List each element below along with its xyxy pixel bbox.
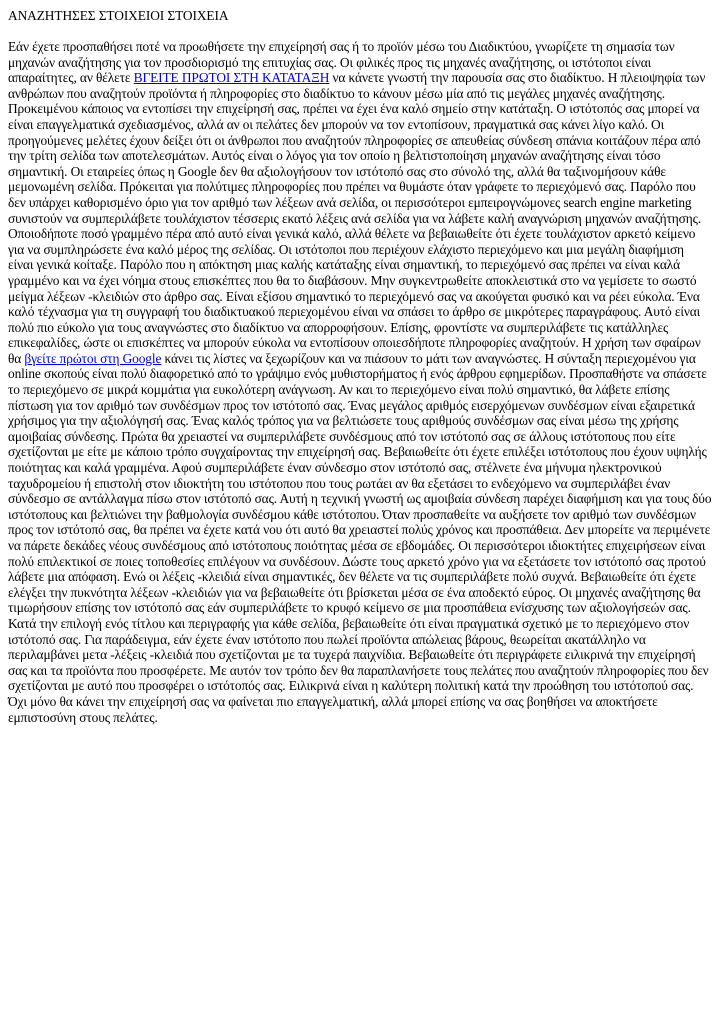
body-text-part-1: Εάν έχετε προσπαθήσει ποτέ να προωθήσετε την επιχείρησή σας ή το προϊόν μέσω του Διαδικτύου, γνωρίζετε τη σημασία των μηχανών αναζήτησης για τον προσδιορισμό της επιτυχίας σας. Οι φιλικές προς τις μηχανές αναζήτησης, οι ιστότοποι είναι απαραίτητες, αν θέλετε	[8, 39, 675, 86]
page-title: ΑΝΑΖΗΤΗΣΕΣ ΣΤΟΙΧΕΙΟΙ ΣΤΟΙΧΕΙΑ	[8, 8, 229, 23]
article-body	[8, 39, 712, 725]
body-text-part-3: κάνει τις λίστες να ξεχωρίζουν και να πιάσουν το μάτι των αναγνώστες. Η σύνταξη περιεχομένου για online σκοπούς είναι πολύ διαφορετικό από το γράψιμο ενός μυθιστορήματος ή ενός άρθρου εφημερίδων. Προσπαθήστε να σπάσετε το περιεχόμενο σε μικρά κομμάτια για ευκολότερη ανάγνωση. Αν και το περιεχόμενο είναι πολύ σημαντικό, θα λάβετε επίσης πίστωση για τον αριθμό των συνδέσμων προς τον ιστότοπό σας. Ένας μεγάλος αριθμός εισερχόμενων συνδέσμων είναι εξαιρετικά χρήσιμος για την αξιολόγησή σας. Ένας καλός τρόπος για να βελτιώσετε τους αριθμούς συνδέσμων σας είναι μέσω της χρήσης αμοιβαίας σύνδεσης. Πρώτα θα χρειαστεί να συμπεριλάβετε συνδέσμους από τον ιστότοπό σας σε άλλους ιστότοπους που είτε σχετίζονται με είτε με κάποιο τρόπο συγχαίροντας την επιχείρησή σας. Βεβαιωθείτε ότι έχετε επιλέξει ιστότοπους που έχουν υψηλής ποιότητας και καλά γραμμένα. Αφού συμπεριλάβετε έναν σύνδεσμο στον ιστότοπό σας, στέλνετε ένα μήνυμα ηλεκτρονικού ταχυδρομείου ή επιστολή στον ιδιοκτήτη του ιστότοπου που τους ρωτάει αν θα εξετάσει το ενδεχόμενο να συμπεριλάβει έναν σύνδεσμο σε αντάλλαγμα πίσω στον ιστότοπό σας. Αυτή η τεχνική γνωστή ως αμοιβαία σύνδεση παρέχει διαφήμιση και για τους δύο ιστότοπους και βελτιώνει την βαθμολογία συνδέσμου κάθε ιστότοπου. Όταν προσπαθείτε να αυξήσετε τον αριθμό των συνδέσμων προς τον ιστότοπό σας, θα πρέπει να έχετε κατά νου ότι αυτό θα χρειαστεί πολύς χρόνος και προσπάθεια. Δεν μπορείτε να περιμένετε να πάρετε δεκάδες νέους συνδέσμους από ιστότοπους ποιότητας μέσα σε εβδομάδες. Οι περισσότεροι ιδιοκτήτες επιχειρήσεων είναι πολύ επιλεκτικοί σε ποιες τοποθεσίες επιλέγουν να συνδέσουν. Δώστε τους αρκετό χρόνο για να εξετάσετε τον ιστότοπό σας προτού λάβετε μια απόφαση. Ενώ οι λέξεις -κλειδιά είναι σημαντικές, δεν θέλετε να τις συμπεριλάβετε πολύ συχνά. Βεβαιωθείτε ότι έχετε ελέγξει την πυκνότητα λέξεων -κλειδιών για να βεβαιωθείτε ότι βρίσκεται μέσα σε ένα αποδεκτό εύρος. Οι μηχανές αναζήτησης θα τιμωρήσουν επίσης τον ιστότοπό σας εάν συμπεριλάβετε το κρυφό κείμενο σε μια προσπάθεια ενίσχυσης των αξιολογήσεών σας. Κατά την επιλογή ενός τίτλου και περιγραφής για κάθε σελίδα, βεβαιωθείτε ότι είναι πραγματικά σχετικό με το περιεχόμενο στον ιστότοπό σας. Για παράδειγμα, εάν έχετε έναν ιστότοπο που πωλεί προϊόντα απώλειας βάρους, θεωρείται ακατάλληλο να περιλαμβάνει μετα -λέξεις -κλειδιά που σχετίζονται με τα τυχερά παιχνίδια. Βεβαιωθείτε ότι περιγράφετε ειλικρινά την επιχείρησή σας και τα προϊόντα που προσφέρετε. Με αυτόν τον τρόπο δεν θα παραπλανήσετε τους πελάτες που αναζητούν πληροφορίες που δεν σχετίζονται με αυτό που προσφέρει ο ιστότοπός σας. Ειλικρινά είναι η καλύτερη πολιτική κατά την προώθηση του ιστότοπού σας. Όχι μόνο θα κάνει την επιχείρησή σας να φαίνεται πιο επαγγελματική, αλλά μπορεί επίσης να σας βοηθήσει να αποκτήσετε εμπιστοσύνη στους πελάτες.	[8, 350, 712, 725]
link-first-on-google[interactable]: βγείτε πρώτοι στη Google	[24, 350, 162, 366]
body-text-part-2: να κάνετε γνωστή την παρουσία σας στο διαδίκτυο. Η πλειοψηφία των ανθρώπων που αναζητούν προϊόντα ή πληροφορίες στο διαδίκτυο το κάνουν μέσω μία από τις μεγάλες μηχανές αναζήτησης. Προκειμένου κάποιος να εντοπίσει την επιχείρησή σας, πρέπει να έχει ένα καλό σημείο στην κατάταξη. Ο ιστότοπός σας μπορεί να είναι επαγγελματικά σχεδιασμένος, αλλά αν οι πελάτες δεν μπορούν να τον εντοπίσουν, πραγματικά σας κάνει λίγο καλό. Οι προηγούμενες μελέτες έχουν δείξει ότι οι άνθρωποι που αναζητούν πληροφορίες σε απευθείας σύνδεση σπάνια κοιτάζουν πέρα από την τρίτη σελίδα των αποτελεσμάτων. Αυτός είναι ο λόγος για τον οποίο η βελτιστοποίηση μηχανών αναζήτησης είναι τόσο σημαντική. Οι εταιρείες όπως η Google δεν θα αξιολογήσουν τον ιστότοπό σας στο σύνολό της, αλλά θα ταξινομήσουν κάθε μεμονωμένη σελίδα. Πρόκειται για πολύτιμες πληροφορίες που πρέπει να θυμάστε όταν γράφετε το περιεχόμενό σας. Παρόλο που δεν υπάρχει καθορισμένο όριο για τον αριθμό των λέξεων ανά σελίδα, οι περισσότεροι εμπειρογνώμονες search engine marketing συνιστούν να συμπεριλάβετε τουλάχιστον τέσσερις εκατό λέξεις ανά σελίδα για να λάβετε καλή αναγνώριση μηχανών αναζήτησης. Οποιοδήποτε ποσό γραμμένο πέρα από αυτό είναι γενικά καλό, αλλά θέλετε να βεβαιωθείτε ότι έχετε τουλάχιστον αρκετό κείμενο για να συμπληρώσετε ένα καλό μέρος της σελίδας. Οι ιστότοποι που περιέχουν ελάχιστο περιεχόμενο και μια μεγάλη διαφήμιση είναι γενικά κοίταξε. Παρόλο που η απόκτηση μιας καλής κατάταξης είναι σημαντική, το περιεχόμενό σας πρέπει να είναι καλά γραμμένο και να έχει νόημα στους επισκέπτες που θα το διαβάσουν. Μην συγκεντρωθείτε αποκλειστικά στο να γεμίσετε το σωστό μείγμα λέξεων -κλειδιών στο άρθρο σας. Είναι εξίσου σημαντικό το περιεχόμενό σας να ακούγεται φυσικό και να ρέει εύκολα. Ένα καλό τέχνασμα για τη συγγραφή του διαδικτυακού περιεχομένου είναι να σπάσει το άρθρο σε μικρότερες παραγράφους. Αυτό είναι πολύ πιο εύκολο για τους αναγνώστες στο διαδίκτυο να απορροφήσουν. Επίσης, φροντίστε να συμπεριλάβετε τις κατάλληλες επικεφαλίδες, ώστε οι επισκέπτες να μπορούν εύκολα να εντοπίσουν οποιεσδήποτε πληροφορίες αναζητούν. Η χρήση των σφαίρων θα	[8, 70, 706, 366]
link-rank-first[interactable]: ΒΓΕΙΤΕ ΠΡΩΤΟΙ ΣΤΗ ΚΑΤΑΤΑΞΗ	[133, 70, 330, 86]
